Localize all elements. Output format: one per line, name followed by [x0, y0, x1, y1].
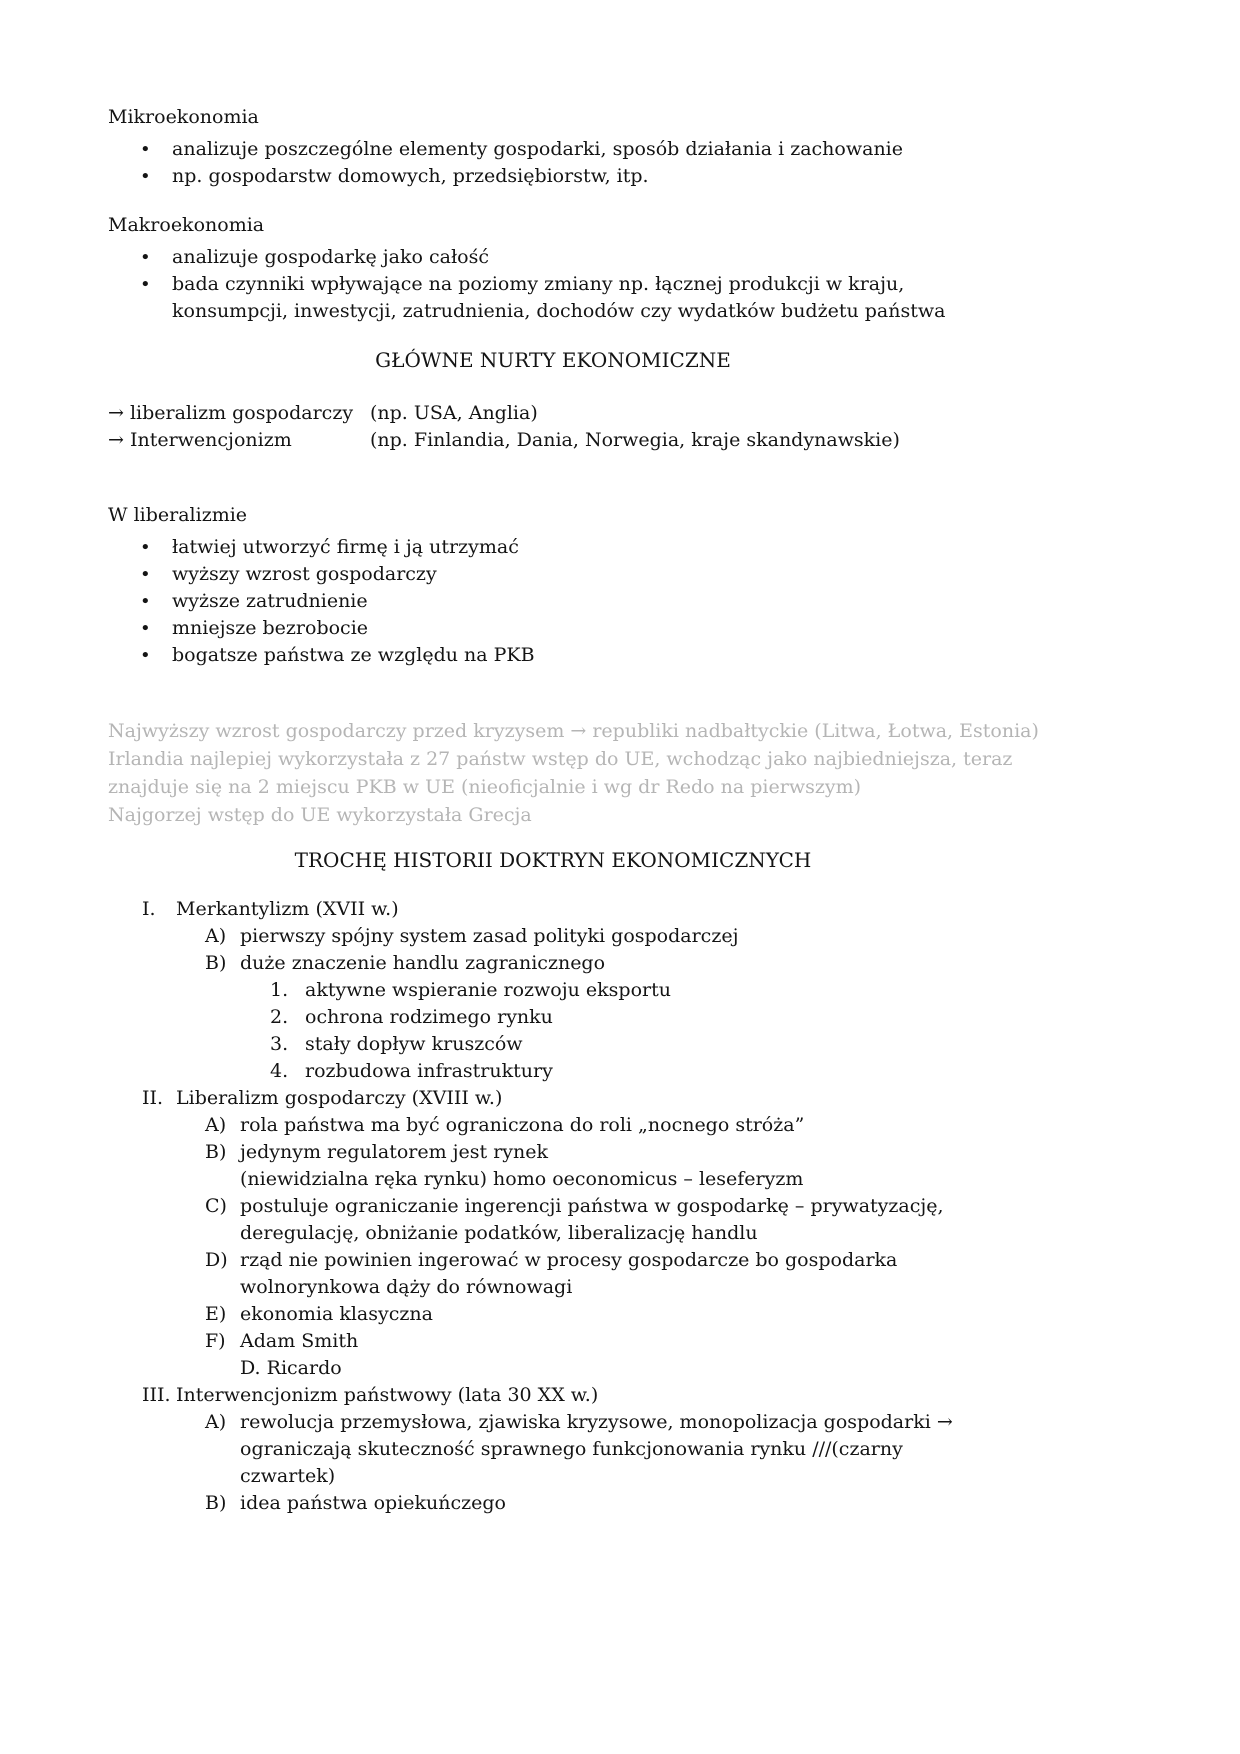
outline-point [108, 923, 1132, 950]
heading-main-currents: GŁÓWNE NURTY EKONOMICZNE [375, 348, 731, 372]
current-term: → Interwencjonizm [108, 429, 292, 451]
section-title: Makroekonomia [108, 214, 265, 236]
outline-point-label: B) [205, 1141, 227, 1163]
gray-note-line: Najgorzej wstęp do UE wykorzystała Grecja [108, 804, 532, 826]
outline-roman-title: Interwencjonizm państwowy (lata 30 XX w.) [176, 1384, 599, 1406]
outline-subpoint-label: 1. [270, 979, 289, 1001]
current-examples: (np. USA, Anglia) [370, 402, 538, 424]
outline-point-label: B) [205, 1492, 227, 1514]
gray-note-line: Najwyższy wzrost gospodarczy przed kryzysem → republiki nadbałtyckie (Litwa, Łotwa, Estonia) [108, 720, 1039, 742]
outline-point [108, 1139, 1132, 1193]
outline-point-label: A) [205, 1114, 227, 1136]
outline-subpoint [108, 1031, 1132, 1058]
outline-subpoint-text: aktywne wspieranie rozwoju eksportu [305, 979, 671, 1001]
outline-point [108, 1112, 1132, 1139]
outline-point-text: duże znaczenie handlu zagranicznego [240, 952, 606, 974]
heading-history: TROCHĘ HISTORII DOKTRYN EKONOMICZNYCH [294, 848, 812, 872]
outline-point [108, 1409, 1132, 1490]
section-makroekonomia [108, 212, 1132, 325]
outline-subpoint-text: ochrona rodzimego rynku [305, 1006, 553, 1028]
bullet-marker [140, 271, 172, 325]
list-item-text: bada czynniki wpływające na poziomy zmiany np. łącznej produkcji w kraju, konsumpcji, inwestycji, zatrudnienia, dochodów czy wydatków budżetu państwa [172, 273, 946, 322]
list-item [108, 244, 1132, 271]
bullet-marker [140, 642, 172, 669]
outline-roman-numeral: II. [142, 1087, 164, 1109]
outline-roman-title: Merkantylizm (XVII w.) [176, 898, 399, 920]
list-item [108, 588, 1132, 615]
economic-current-row [108, 400, 1132, 427]
outline-point-label: C) [205, 1195, 227, 1217]
list-item-text: mniejsze bezrobocie [172, 617, 369, 639]
bullet-marker [140, 244, 172, 271]
outline-roman-row [108, 1085, 1132, 1112]
outline-point-label: B) [205, 952, 227, 974]
list-item [108, 615, 1132, 642]
outline-subpoint-label: 2. [270, 1006, 289, 1028]
outline-point [108, 950, 1132, 977]
outline-subpoint [108, 977, 1132, 1004]
section-title: Mikroekonomia [108, 106, 259, 128]
outline-point-line: Adam Smith [240, 1330, 359, 1352]
outline-subpoint-text: stały dopływ kruszców [305, 1033, 523, 1055]
outline-subpoint [108, 1058, 1132, 1085]
current-term: → liberalizm gospodarczy [108, 402, 354, 424]
list-item [108, 136, 1132, 163]
list-item [108, 561, 1132, 588]
gray-note [108, 717, 1132, 829]
section-title: W liberalizmie [108, 504, 248, 526]
outline-point-text [240, 1139, 803, 1193]
list-item-text: analizuje poszczególne elementy gospodarki, sposób działania i zachowanie [172, 138, 903, 160]
list-item-text: analizuje gospodarkę jako całość [172, 246, 489, 268]
outline-roman-numeral: I. [142, 898, 156, 920]
outline-roman-title: Liberalizm gospodarczy (XVIII w.) [176, 1087, 503, 1109]
outline-subpoint-label: 3. [270, 1033, 289, 1055]
list-item-text: wyższy wzrost gospodarczy [172, 563, 437, 585]
outline-point-label: A) [205, 925, 227, 947]
history-outline [108, 896, 1132, 1517]
current-examples: (np. Finlandia, Dania, Norwegia, kraje skandynawskie) [370, 429, 900, 451]
list-item [108, 163, 1132, 190]
outline-point [108, 1328, 1132, 1382]
outline-point-line: (niewidzialna ręka rynku) homo oeconomicus – leseferyzm [240, 1168, 804, 1190]
list-item [108, 534, 1132, 561]
outline-point-label: A) [205, 1411, 227, 1433]
list-item-text: wyższe zatrudnienie [172, 590, 368, 612]
gray-note-line: Irlandia najlepiej wykorzystała z 27 państw wstęp do UE, wchodząc jako najbiedniejsza, teraz [108, 748, 1013, 770]
outline-point-label: F) [205, 1330, 226, 1352]
outline-point-label: D) [205, 1249, 228, 1271]
bullet-marker [140, 534, 172, 561]
bullet-marker [140, 163, 172, 190]
outline-point-text: rewolucja przemysłowa, zjawiska kryzysowe, monopolizacja gospodarki → ograniczają skuteczność sprawnego funkcjonowania rynku ///(czarny czwartek) [240, 1411, 953, 1487]
economic-currents-list [108, 400, 1132, 454]
outline-subpoint-text: rozbudowa infrastruktury [305, 1060, 553, 1082]
outline-roman-row [108, 896, 1132, 923]
list-item-text: łatwiej utworzyć firmę i ją utrzymać [172, 536, 519, 558]
outline-point-text: pierwszy spójny system zasad polityki gospodarczej [240, 925, 739, 947]
outline-point-line: jedynym regulatorem jest rynek [240, 1141, 549, 1163]
outline-subpoint [108, 1004, 1132, 1031]
outline-point-text [240, 1328, 358, 1382]
list-item-text: np. gospodarstw domowych, przedsiębiorstw, itp. [172, 165, 649, 187]
outline-point [108, 1193, 1132, 1247]
bullet-marker [140, 615, 172, 642]
economic-current-row [108, 427, 1132, 454]
outline-point-text: rząd nie powinien ingerować w procesy gospodarcze bo gospodarka wolnorynkowa dąży do równowagi [240, 1249, 898, 1298]
outline-point-text: idea państwa opiekuńczego [240, 1492, 506, 1514]
bullet-marker [140, 561, 172, 588]
outline-point-text: ekonomia klasyczna [240, 1303, 433, 1325]
bullet-marker [140, 588, 172, 615]
list-item-text: bogatsze państwa ze względu na PKB [172, 644, 535, 666]
outline-subpoint-label: 4. [270, 1060, 289, 1082]
outline-point [108, 1301, 1132, 1328]
outline-roman-row [108, 1382, 1132, 1409]
outline-point-text: postuluje ograniczanie ingerencji państwa w gospodarkę – prywatyzację, deregulację, obniżanie podatków, liberalizację handlu [240, 1195, 944, 1244]
list-item [108, 271, 1132, 325]
gray-note-line: znajduje się na 2 miejscu PKB w UE (nieoficjalnie i wg dr Redo na pierwszym) [108, 776, 862, 798]
outline-point-text: rola państwa ma być ograniczona do roli „nocnego stróża” [240, 1114, 805, 1136]
outline-point-label: E) [205, 1303, 227, 1325]
outline-point [108, 1247, 1132, 1301]
outline-roman-numeral: III. [142, 1384, 171, 1406]
outline-point-line: D. Ricardo [240, 1357, 342, 1379]
list-item [108, 642, 1132, 669]
outline-point [108, 1490, 1132, 1517]
section-w-liberalizmie [108, 502, 1132, 669]
section-mikroekonomia [108, 104, 1132, 190]
bullet-marker [140, 136, 172, 163]
